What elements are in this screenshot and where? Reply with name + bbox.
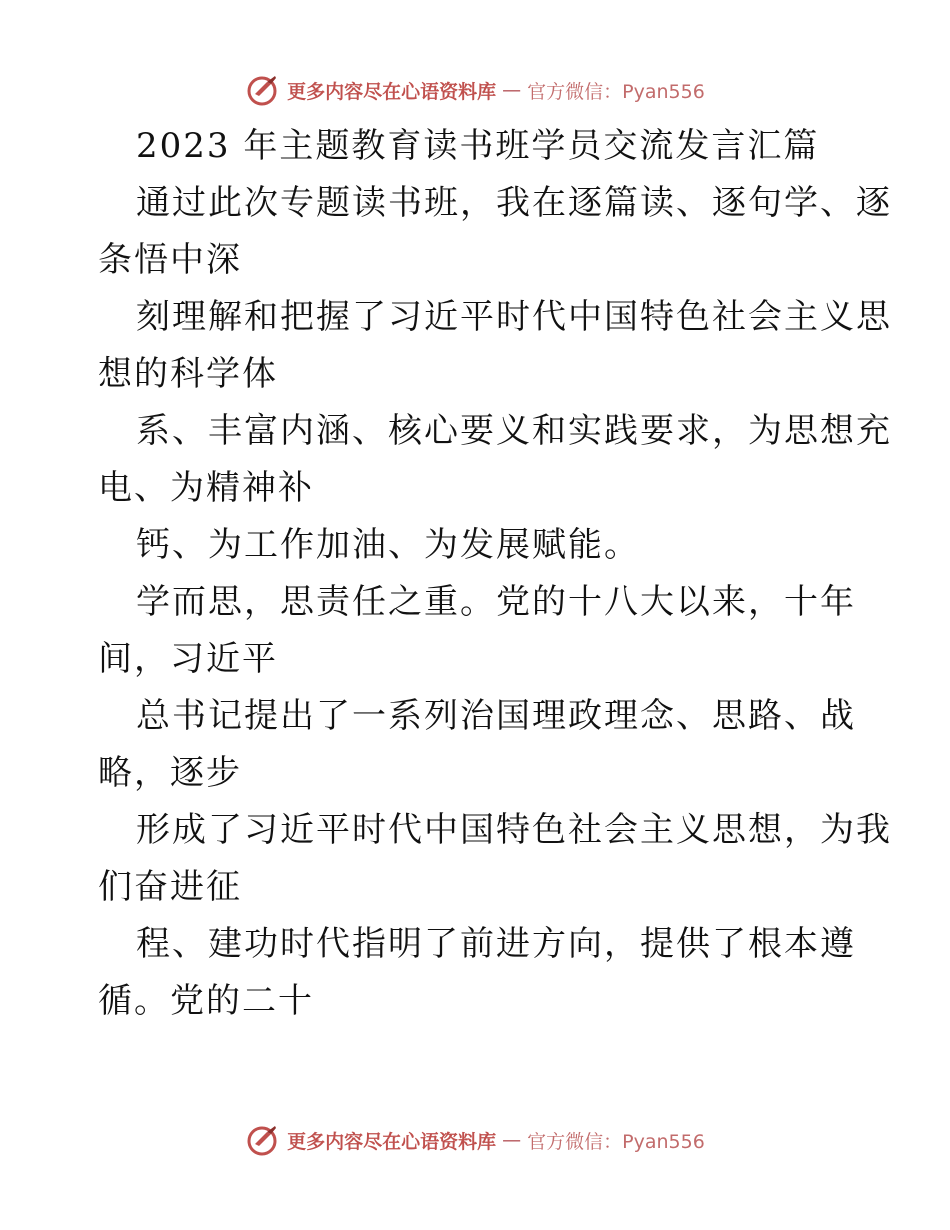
banner-main-text: 更多内容尽在心语资料库 <box>287 80 497 103</box>
doc-line: 循。党的二十 <box>98 981 314 1021</box>
doc-line: 程、建功时代指明了前进方向，提供了根本遵 <box>136 924 856 964</box>
banner-main-text: 更多内容尽在心语资料库 <box>287 1130 497 1153</box>
banner-wechat-text: 官方微信：Pyan556 <box>527 1130 705 1153</box>
document-body <box>98 118 892 1030</box>
doc-line: 电、为精神补 <box>98 468 314 508</box>
doc-line: 钙、为工作加油、为发展赋能。 <box>136 525 640 565</box>
brand-logo-icon <box>245 1122 281 1158</box>
brand-logo-icon <box>245 72 281 108</box>
banner-separator: — <box>502 79 522 101</box>
doc-line: 略，逐步 <box>98 753 242 793</box>
doc-line: 形成了习近平时代中国特色社会主义思想，为我 <box>136 810 892 850</box>
doc-line: 们奋进征 <box>98 867 242 907</box>
doc-line: 学而思，思责任之重。党的十八大以来，十年 <box>136 582 856 622</box>
doc-line: 2023 年主题教育读书班学员交流发言汇篇 <box>136 126 820 166</box>
banner-separator: — <box>502 1129 522 1151</box>
doc-line: 想的科学体 <box>98 354 278 394</box>
doc-line: 间，习近平 <box>98 639 278 679</box>
doc-line: 总书记提出了一系列治国理政理念、思路、战 <box>136 696 856 736</box>
banner-wechat-text: 官方微信：Pyan556 <box>527 80 705 103</box>
doc-line: 系、丰富内涵、核心要义和实践要求，为思想充 <box>136 411 892 451</box>
doc-line: 通过此次专题读书班，我在逐篇读、逐句学、逐 <box>136 183 892 223</box>
doc-line: 条悟中深 <box>98 240 242 280</box>
header-banner <box>0 70 950 110</box>
doc-line: 刻理解和把握了习近平时代中国特色社会主义思 <box>136 297 892 337</box>
footer-banner <box>0 1120 950 1160</box>
